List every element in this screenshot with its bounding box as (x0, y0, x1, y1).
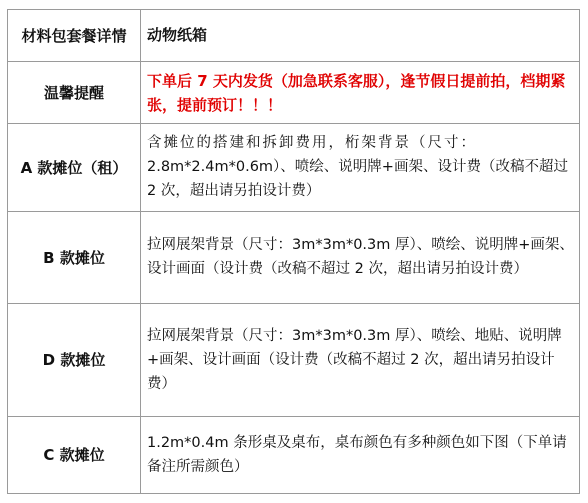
reminder-text: 下单后 7 天内发货（加急联系客服），逢节假日提前拍，档期紧张，提前预订！！！ (147, 71, 566, 114)
table-row (8, 123, 580, 211)
table-row (8, 62, 580, 124)
table-row (8, 416, 580, 493)
table-row (8, 211, 580, 303)
row-label: C 款摊位 (8, 416, 141, 493)
row-label: 温馨提醒 (8, 62, 141, 124)
row-label: D 款摊位 (8, 303, 141, 416)
row-content: 拉网展架背景（尺寸：3m*3m*0.3m 厚）、喷绘、说明牌+画架、设计画面（设计费（改稿不超过 2 次，超出请另拍设计费） (141, 211, 580, 303)
row-content: 拉网展架背景（尺寸：3m*3m*0.3m 厚）、喷绘、地贴、说明牌+画架、设计画面（设计费（改稿不超过 2 次，超出请另拍设计费） (141, 303, 580, 416)
row-content-line1: 含摊位的搭建和拆卸费用，桁架背景（尺寸： (147, 135, 477, 152)
table-row (8, 10, 580, 62)
row-label: A 款摊位（租） (8, 123, 141, 211)
package-details-table (7, 9, 580, 494)
package-name: 动物纸箱 (147, 26, 208, 45)
table-row (8, 303, 580, 416)
row-content: 1.2m*0.4m 条形桌及桌布，桌布颜色有多种颜色如下图（下单请备注所需颜色） (141, 416, 580, 493)
row-label: 材料包套餐详情 (8, 10, 141, 62)
row-content-rest: 2.8m*2.4m*0.6m）、喷绘、说明牌+画架、设计费（改稿不超过 2 次，超出请另拍设计费） (147, 159, 568, 200)
row-label: B 款摊位 (8, 211, 141, 303)
